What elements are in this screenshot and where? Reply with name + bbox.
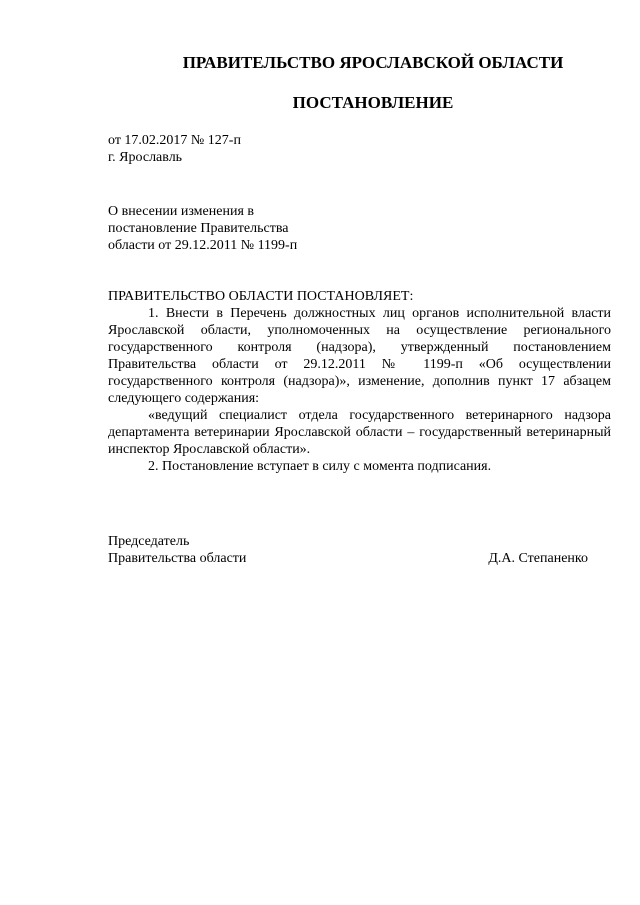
signer-title-line1: Председатель xyxy=(108,534,190,549)
subject-line: области от 29.12.2011 № 1199-п xyxy=(108,238,298,253)
signer-name: Д.А. Степаненко xyxy=(488,551,588,566)
document-subject xyxy=(108,203,297,254)
item-2: 2. Постановление вступает в силу с момента подписания. xyxy=(148,459,492,474)
preamble: ПРАВИТЕЛЬСТВО ОБЛАСТИ ПОСТАНОВЛЯЕТ: xyxy=(108,289,414,304)
date-number: от 17.02.2017 № 127-п xyxy=(108,133,241,148)
subject-line: постановление Правительства xyxy=(108,221,289,236)
document-type-title: ПОСТАНОВЛЕНИЕ xyxy=(292,93,454,112)
subject-line: О внесении изменения в xyxy=(108,204,254,219)
signature-row xyxy=(108,550,588,567)
organization-title: ПРАВИТЕЛЬСТВО ЯРОСЛАВСКОЙ ОБЛАСТИ xyxy=(182,53,564,72)
quoted-paragraph: «ведущий специалист отдела государственного ветеринарного надзора департамента ветеринарии Ярославской области – государственный ветеринарный инспектор Ярославской области». xyxy=(108,408,611,457)
city: г. Ярославль xyxy=(108,150,183,165)
signature-block xyxy=(108,533,588,567)
document-body xyxy=(108,288,611,475)
document-meta xyxy=(108,132,241,166)
item-1: 1. Внести в Перечень должностных лиц органов исполнительной власти Ярославской области, уполномоченных на осуществление регионального государственного контроля (надзора), утвержденный постановлением Правительства области от 29.12.2011 № 1199-п «Об осуществлении государственного контроля (надзора)», изменение, дополнив пункт 17 абзацем следующего содержания: xyxy=(108,306,611,406)
signer-title-line2: Правительства области xyxy=(108,551,247,566)
